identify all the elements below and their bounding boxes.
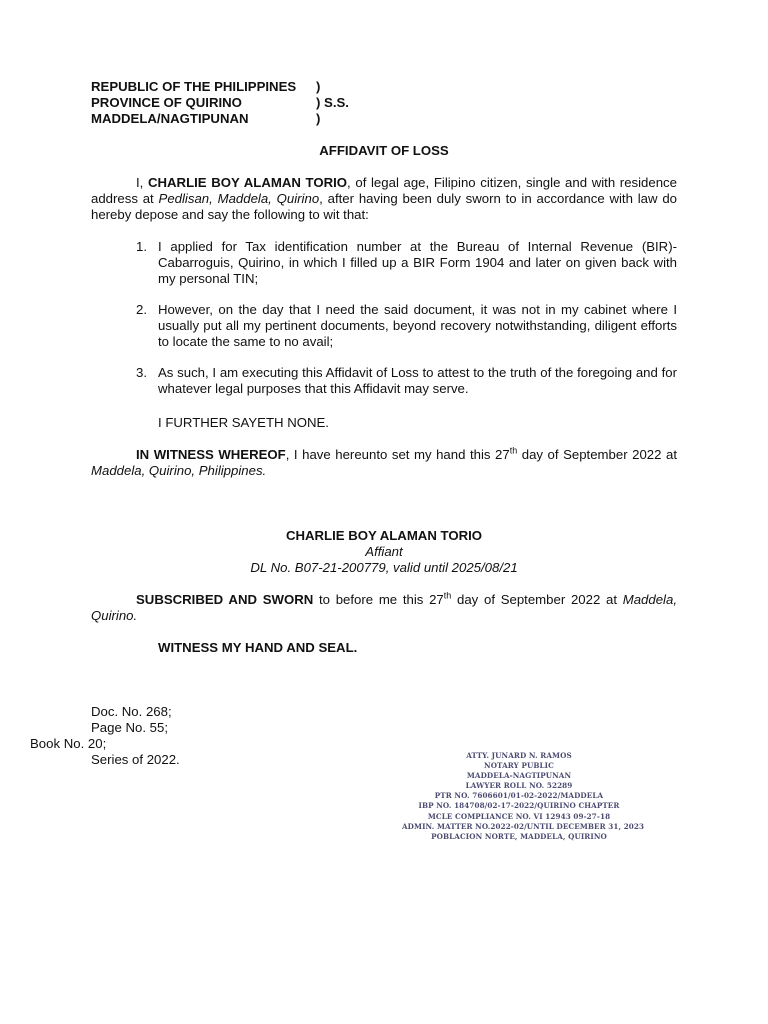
book-number: Book No. 20;	[30, 736, 107, 751]
statement-item	[136, 365, 677, 397]
intro-text: , after having been duly sworn to in accordance with law do hereby depose and say the following to wit that:	[91, 191, 677, 222]
series-number: Series of 2022.	[91, 752, 180, 767]
notary-line: LAWYER ROLL NO. 52289	[465, 781, 573, 791]
venue-label: MADDELA/NAGTIPUNAN	[91, 111, 249, 126]
intro-paragraph	[91, 175, 677, 223]
item-text: As such, I am executing this Affidavit of Loss to attest to the truth of the foregoing and for whatever legal purposes that this Affidavit may serve.	[158, 365, 677, 396]
statement-item	[136, 302, 677, 350]
signatory-id: DL No. B07-21-200779, valid until 2025/08/21	[250, 560, 518, 575]
jurat-place: Maddela, Quirino.	[91, 592, 677, 623]
jurat-text: day of September 2022 at	[451, 592, 623, 607]
witness-text: day of September 2022 at	[517, 447, 677, 462]
item-number: 2.	[136, 302, 147, 317]
venue-row	[91, 111, 349, 127]
residence-address: Pedlisan, Maddela, Quirino	[158, 191, 320, 206]
venue-bracket: )	[316, 79, 321, 94]
venue-row	[91, 79, 349, 95]
item-number: 1.	[136, 239, 147, 254]
notary-line: ADMIN. MATTER NO.2022-02/UNTIL DECEMBER 31, 2023	[402, 821, 645, 831]
item-text: I applied for Tax identification number at the Bureau of Internal Revenue (BIR)-Cabarroguis, Quirino, in which I filled up a BIR Form 1904 and later on given back with my personal TIN;	[158, 239, 677, 286]
signatory-name: CHARLIE BOY ALAMAN TORIO	[285, 528, 483, 543]
item-text: However, on the day that I need the said document, it was not in my cabinet where I usually put all my pertinent documents, beyond recovery notwithstanding, diligent efforts to locate the same to no avail;	[158, 302, 677, 349]
intro-text: , of legal age, Filipino citizen, single and with residence address at	[91, 175, 677, 206]
witness-lead: IN WITNESS WHEREOF	[136, 447, 286, 462]
affiant-name: CHARLIE BOY ALAMAN TORIO	[147, 175, 348, 190]
witness-paragraph	[91, 447, 677, 479]
jurat-text: to before me this 27	[313, 592, 444, 607]
notary-line: ATTY. JUNARD N. RAMOS	[466, 751, 572, 760]
venue-bracket: )	[316, 111, 321, 126]
document-title: AFFIDAVIT OF LOSS	[319, 143, 449, 158]
intro-text: I,	[136, 175, 148, 190]
execution-place: Maddela, Quirino, Philippines.	[91, 463, 267, 478]
notary-line: MCLE COMPLIANCE NO. VI 12943 09-27-18	[427, 811, 611, 821]
venue-label: REPUBLIC OF THE PHILIPPINES	[91, 79, 297, 94]
ordinal-suffix: th	[509, 445, 518, 456]
item-number: 3.	[136, 365, 147, 380]
notary-line: POBLACION NORTE, MADDELA, QUIRINO	[431, 831, 607, 841]
statement-item	[136, 239, 677, 287]
statement-list	[136, 239, 677, 397]
jurat-lead: SUBSCRIBED AND SWORN	[136, 592, 314, 607]
venue-label: PROVINCE OF QUIRINO	[91, 95, 242, 110]
notary-line: IBP NO. 184708/02-17-2022/QUIRINO CHAPTER	[418, 801, 620, 811]
page-number: Page No. 55;	[91, 720, 168, 735]
notary-line: NOTARY PUBLIC	[484, 761, 554, 771]
ordinal-suffix: th	[443, 590, 452, 601]
doc-number: Doc. No. 268;	[91, 704, 172, 719]
signatory-role: Affiant	[365, 544, 403, 559]
venue-bracket: ) S.S.	[316, 95, 349, 110]
notary-stamp	[402, 751, 645, 842]
witness-text: , I have hereunto set my hand this 27	[285, 447, 510, 462]
hand-and-seal: WITNESS MY HAND AND SEAL.	[158, 640, 358, 655]
venue-block	[91, 79, 349, 127]
notary-line: PTR NO. 7606601/01-02-2022/MADDELA	[434, 791, 604, 801]
further-sayeth: I FURTHER SAYETH NONE.	[158, 415, 329, 430]
notary-line: MADDELA-NAGTIPUNAN	[466, 771, 572, 781]
venue-row	[91, 95, 349, 111]
jurat-paragraph	[91, 592, 677, 624]
